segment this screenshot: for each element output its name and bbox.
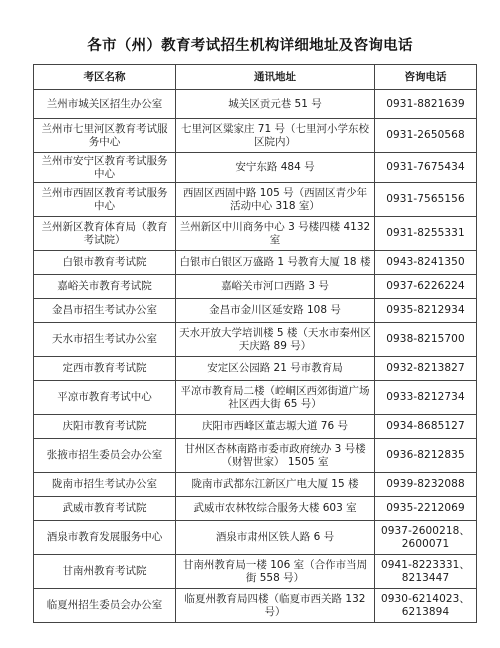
phone-number: 0931-7675434 [386,161,465,173]
phone-cell [375,90,477,119]
address-cell: 酒泉市肃州区铁人路 6 号 [176,521,375,555]
phone-cell [375,323,477,357]
office-name-cell: 定西市教育考试院 [34,357,176,381]
address-cell: 安宁东路 484 号 [176,153,375,183]
address-cell: 白银市白银区万盛路 1 号教育大厦 18 楼 [176,251,375,275]
address-cell: 天水开放大学培训楼 5 楼（天水市秦州区天庆路 89 号） [176,323,375,357]
phone-cell [375,589,477,623]
phone-number: 0943-8241350 [386,256,465,268]
header-name: 考区名称 [34,65,176,90]
table-row [34,275,477,299]
office-name-cell: 兰州市城关区招生办公室 [34,90,176,119]
table-row [34,299,477,323]
address-cell: 城关区贡元巷 51 号 [176,90,375,119]
address-cell: 平凉市教育局二楼（崆峒区西郊街道广场社区西大街 65 号） [176,381,375,415]
table-row [34,90,477,119]
table-row [34,323,477,357]
header-phone: 咨询电话 [375,65,477,90]
table-row [34,251,477,275]
office-name-cell: 兰州市七里河区教育考试服务中心 [34,119,176,153]
address-cell: 陇南市武都东江新区广电大厦 15 楼 [176,473,375,497]
phone-number: 0937-6226224 [386,280,465,292]
office-name-cell: 庆阳市教育考试院 [34,415,176,439]
phone-cell [375,183,477,217]
phone-cell [375,251,477,275]
office-name-cell: 临夏州招生委员会办公室 [34,589,176,623]
phone-number: 0937-2600218、 [380,524,471,537]
office-name-cell: 武威市教育考试院 [34,497,176,521]
table-row [34,497,477,521]
phone-number: 2600071 [401,537,450,550]
address-cell: 兰州新区中川商务中心 3 号楼四楼 4132 室 [176,217,375,251]
office-name-cell: 兰州市西固区教育考试服务中心 [34,183,176,217]
address-cell: 嘉峪关市河口西路 3 号 [176,275,375,299]
phone-cell [375,119,477,153]
phone-number: 0934-8685127 [386,420,465,432]
phone-number: 0935-2212069 [386,502,465,514]
phone-cell [375,439,477,473]
phone-number: 0930-6214023、 [380,592,471,605]
office-name-cell: 陇南市招生考试办公室 [34,473,176,497]
address-cell: 金昌市金川区延安路 108 号 [176,299,375,323]
table-row [34,381,477,415]
address-cell: 西固区西固中路 105 号（西固区青少年活动中心 318 室） [176,183,375,217]
phone-number: 0931-8821639 [386,97,465,110]
phone-cell [375,357,477,381]
document-title: 各市（州）教育考试招生机构详细地址及咨询电话 [87,38,413,54]
office-name-cell: 嘉峪关市教育考试院 [34,275,176,299]
office-name-cell: 天水市招生考试办公室 [34,323,176,357]
phone-cell [375,497,477,521]
table-header-row [34,65,477,90]
phone-cell [375,217,477,251]
phone-number: 8213447 [401,571,450,584]
table-row [34,119,477,153]
phone-number: 0939-8232088 [386,478,465,490]
phone-number: 0941-8223331、 [380,558,471,571]
phone-number: 6213894 [401,605,450,618]
phone-cell [375,521,477,555]
table-row [34,473,477,497]
phone-cell [375,299,477,323]
office-name-cell: 金昌市招生考试办公室 [34,299,176,323]
office-name-cell: 张掖市招生委员会办公室 [34,439,176,473]
table-row [34,153,477,183]
table-row [34,521,477,555]
address-cell: 武威市农林牧综合服务大楼 603 室 [176,497,375,521]
table-row [34,183,477,217]
table-row [34,589,477,623]
exam-office-directory-table [33,64,477,623]
address-cell: 安定区公园路 21 号市教育局 [176,357,375,381]
table-body [34,90,477,623]
table-row [34,357,477,381]
phone-cell [375,473,477,497]
office-name-cell: 白银市教育考试院 [34,251,176,275]
phone-number: 0931-7565156 [386,193,465,205]
address-cell: 临夏州教育局四楼（临夏市西关路 132 号） [176,589,375,623]
office-name-cell: 兰州新区教育体育局（教育考试院） [34,217,176,251]
phone-cell [375,381,477,415]
table-row [34,415,477,439]
office-name-cell: 酒泉市教育发展服务中心 [34,521,176,555]
phone-number: 0938-8215700 [386,333,465,345]
phone-number: 0931-2650568 [386,129,465,141]
phone-number: 0932-8213827 [386,362,465,374]
header-address: 通讯地址 [176,65,375,90]
phone-number: 0931-8255331 [386,227,465,239]
table-row [34,217,477,251]
address-cell: 甘州区杏林南路市委市政府统办 3 号楼（财智世家） 1505 室 [176,439,375,473]
phone-cell [375,275,477,299]
office-name-cell: 兰州市安宁区教育考试服务中心 [34,153,176,183]
phone-cell [375,555,477,589]
phone-number: 0935-8212934 [386,304,465,316]
address-cell: 庆阳市西峰区董志塬大道 76 号 [176,415,375,439]
phone-cell [375,153,477,183]
phone-number: 0933-8212734 [386,391,465,403]
address-cell: 甘南州教育局一楼 106 室（合作市当周街 558 号） [176,555,375,589]
phone-number: 0936-8212835 [386,449,465,461]
table-row [34,439,477,473]
phone-cell [375,415,477,439]
address-cell: 七里河区粱家庄 71 号（七里河小学东校区院内） [176,119,375,153]
table-row [34,555,477,589]
office-name-cell: 平凉市教育考试中心 [34,381,176,415]
office-name-cell: 甘南州教育考试院 [34,555,176,589]
